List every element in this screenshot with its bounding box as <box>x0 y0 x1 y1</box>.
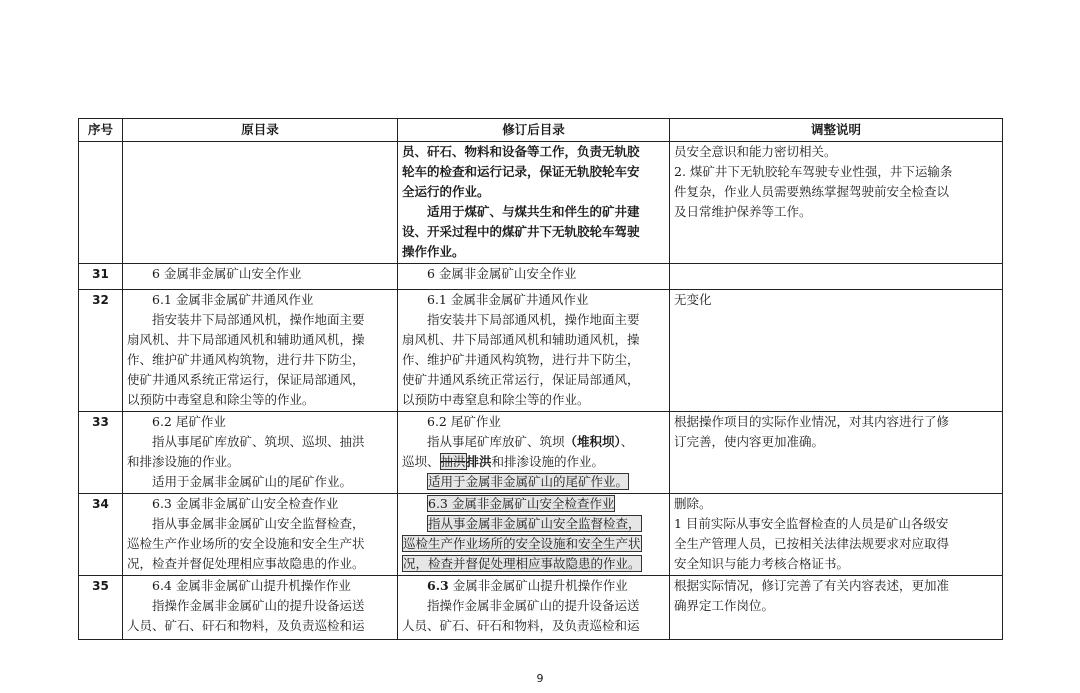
note-cell <box>670 576 1003 640</box>
revised-cell <box>398 576 670 640</box>
original-line: 6.3 金属非金属矿山安全检查作业 <box>152 496 339 511</box>
table-row <box>79 264 1003 290</box>
revised-line <box>402 576 665 596</box>
deleted-text: 抽洪 <box>440 454 466 469</box>
revised-cell <box>398 290 670 412</box>
note-line: 及日常维护保养等工作。 <box>674 204 812 219</box>
original-line: 扇风机、井下局部通风机和辅助通风机，操 <box>127 332 365 347</box>
original-line: 指操作金属非金属矿山的提升设备运送 <box>152 598 365 613</box>
row-number: 35 <box>79 576 123 640</box>
original-line: 6.4 金属非金属矿山提升机操作作业 <box>152 578 351 593</box>
note-line: 1 目前实际从事安全监督检查的人员是矿山各级安 <box>674 516 949 531</box>
original-cell <box>123 142 398 264</box>
revised-line: 员、矸石、物料和设备等工作，负责无轨胶 <box>402 144 640 159</box>
original-line: 指安装井下局部通风机，操作地面主要 <box>152 312 365 327</box>
row-number: 34 <box>79 494 123 576</box>
revised-line: 扇风机、井下局部通风机和辅助通风机，操 <box>402 332 640 347</box>
original-line: 6.2 尾矿作业 <box>152 414 226 429</box>
note-line: 根据实际情况，修订完善了有关内容表述，更加准 <box>674 578 950 593</box>
original-cell <box>123 494 398 576</box>
table-row <box>79 142 1003 264</box>
revised-line <box>402 432 665 452</box>
original-line: 人员、矿石、矸石和物料，及负责巡检和运 <box>127 618 365 633</box>
note-line: 根据操作项目的实际作业情况，对其内容进行了修 <box>674 414 950 429</box>
revised-text: 指从事尾矿库放矿、筑坝 <box>427 434 565 449</box>
original-line: 指从事金属非金属矿山安全监督检查， <box>152 516 365 531</box>
revised-line: 以预防中毒窒息和除尘等的作业。 <box>402 392 590 407</box>
row-number: 31 <box>79 264 123 290</box>
revised-text: 金属非金属矿山提升机操作作业 <box>448 578 628 593</box>
table-row <box>79 290 1003 412</box>
revised-line: 6.1 金属非金属矿井通风作业 <box>427 292 589 307</box>
changed-number: 6.3 <box>427 578 449 593</box>
note-line: 删除。 <box>674 496 712 511</box>
note-cell <box>670 412 1003 494</box>
revised-line: 指操作金属非金属矿山的提升设备运送 <box>427 598 640 613</box>
note-line: 员安全意识和能力密切相关。 <box>674 144 837 159</box>
revised-line: 使矿井通风系统正常运行，保证局部通风， <box>402 372 640 387</box>
table-row <box>79 494 1003 576</box>
revised-line: 操作作业。 <box>402 244 465 259</box>
revised-line: 人员、矿石、矸石和物料，及负责巡检和运 <box>402 618 640 633</box>
deleted-text: 巡检生产作业场所的安全设施和安全生产状 <box>403 536 641 551</box>
header-note: 调整说明 <box>670 119 1003 142</box>
original-line: 巡检生产作业场所的安全设施和安全生产状 <box>127 536 365 551</box>
header-no: 序号 <box>79 119 123 142</box>
row-number <box>79 142 123 264</box>
original-line: 6 金属非金属矿山安全作业 <box>152 266 302 281</box>
revised-cell <box>398 264 670 290</box>
original-cell <box>123 290 398 412</box>
revised-line: 6.2 尾矿作业 <box>427 414 501 429</box>
catalog-comparison-table <box>78 118 1003 640</box>
table-row <box>79 576 1003 640</box>
revised-line: 6 金属非金属矿山安全作业 <box>427 266 577 281</box>
original-cell <box>123 264 398 290</box>
original-line: 和排渗设施的作业。 <box>127 454 240 469</box>
added-text: （堆积坝） <box>564 434 621 449</box>
revised-line: 全运行的作业。 <box>402 184 490 199</box>
page-number: 9 <box>536 672 544 685</box>
note-line: 安全知识与能力考核合格证书。 <box>674 556 850 571</box>
revised-cell <box>398 142 670 264</box>
original-line: 使矿井通风系统正常运行，保证局部通风， <box>127 372 365 387</box>
note-line: 无变化 <box>674 292 712 307</box>
revised-line: 适用于煤矿、与煤共生和伴生的矿井建 <box>427 204 640 219</box>
note-cell <box>670 290 1003 412</box>
revised-line: 指安装井下局部通风机，操作地面主要 <box>427 312 640 327</box>
original-cell <box>123 576 398 640</box>
revised-line: 作、维护矿井通风构筑物，进行井下防尘， <box>402 352 640 367</box>
added-text: 排洪 <box>466 454 492 469</box>
original-line: 作、维护矿井通风构筑物，进行井下防尘， <box>127 352 365 367</box>
note-cell <box>670 264 1003 290</box>
revised-text: 和排渗设施的作业。 <box>491 454 605 469</box>
header-original: 原目录 <box>123 119 398 142</box>
original-line: 适用于金属非金属矿山的尾矿作业。 <box>152 474 353 489</box>
revised-line: 轮车的检查和运行记录，保证无轨胶轮车安 <box>402 164 640 179</box>
header-revised: 修订后目录 <box>398 119 670 142</box>
revised-cell <box>398 494 670 576</box>
original-line: 以预防中毒窒息和除尘等的作业。 <box>127 392 315 407</box>
note-line: 确界定工作岗位。 <box>674 598 775 613</box>
revised-text: 巡坝、 <box>402 454 440 469</box>
note-cell <box>670 494 1003 576</box>
original-cell <box>123 412 398 494</box>
note-line: 2. 煤矿井下无轨胶轮车驾驶专业性强，井下运输条 <box>674 164 953 179</box>
note-line: 全生产管理人员，已按相关法律法规要求对应取得 <box>674 536 950 551</box>
table-row <box>79 412 1003 494</box>
original-line: 指从事尾矿库放矿、筑坝、巡坝、抽洪 <box>152 434 365 449</box>
note-cell <box>670 142 1003 264</box>
deleted-text: 适用于金属非金属矿山的尾矿作业。 <box>428 474 629 489</box>
revised-line: 设、开采过程中的煤矿井下无轨胶轮车驾驶 <box>402 224 640 239</box>
original-line: 6.1 金属非金属矿井通风作业 <box>152 292 314 307</box>
note-line: 件复杂，作业人员需要熟练掌握驾驶前安全检查以 <box>674 184 950 199</box>
table-header-row <box>79 119 1003 142</box>
note-line: 订完善，使内容更加准确。 <box>674 434 825 449</box>
revised-text: 、 <box>620 434 634 449</box>
deleted-text: 况，检查并督促处理相应事故隐患的作业。 <box>403 556 641 571</box>
deleted-text: 6.3 金属非金属矿山安全检查作业 <box>428 496 615 511</box>
row-number: 32 <box>79 290 123 412</box>
original-line: 况，检查并督促处理相应事故隐患的作业。 <box>127 556 365 571</box>
revised-line <box>402 452 665 472</box>
revised-cell <box>398 412 670 494</box>
row-number: 33 <box>79 412 123 494</box>
deleted-text: 指从事金属非金属矿山安全监督检查， <box>428 516 641 531</box>
